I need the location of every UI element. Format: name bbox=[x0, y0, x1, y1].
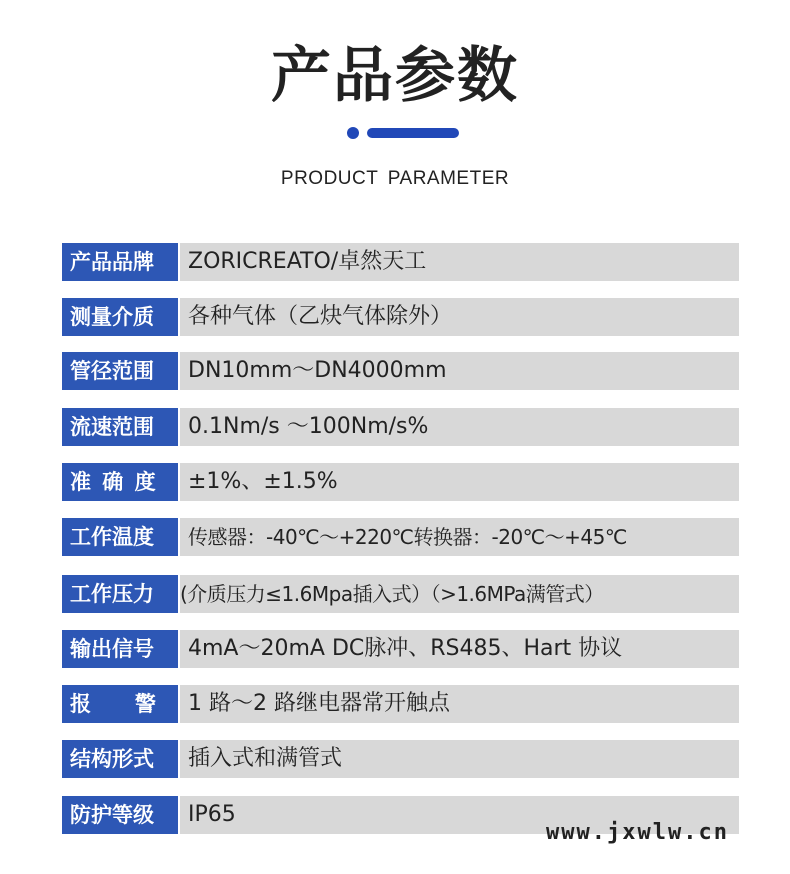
param-label: 流速范围 bbox=[62, 408, 178, 446]
param-value: 传感器：-40℃～+220℃转换器：-20℃～+45℃ bbox=[180, 518, 739, 556]
title-decoration-dot bbox=[347, 127, 359, 139]
param-value: 4mA～20mA DC脉冲、RS485、Hart 协议 bbox=[180, 630, 739, 668]
param-value: 各种气体（乙炔气体除外） bbox=[180, 298, 739, 336]
param-value: DN10mm～DN4000mm bbox=[180, 352, 739, 390]
param-value: (介质压力≤1.6Mpa插入式）（>1.6MPa满管式） bbox=[180, 575, 739, 613]
param-value: IP65 bbox=[180, 796, 739, 834]
param-label: 输出信号 bbox=[62, 630, 178, 668]
page-subtitle: PRODUCT PARAMETER bbox=[280, 168, 510, 189]
param-label: 测量介质 bbox=[62, 298, 178, 336]
param-label: 防护等级 bbox=[62, 796, 178, 834]
watermark: www.jxwlw.cn bbox=[546, 820, 729, 845]
param-value: 0.1Nm/s ～100Nm/s% bbox=[180, 408, 739, 446]
param-label: 产品品牌 bbox=[62, 243, 178, 281]
param-value: ±1%、±1.5% bbox=[180, 463, 739, 501]
param-label: 结构形式 bbox=[62, 740, 178, 778]
param-label: 准 确 度 bbox=[62, 463, 178, 501]
param-value: ZORICREATO/卓然天工 bbox=[180, 243, 739, 281]
title-decoration-bar bbox=[367, 128, 459, 138]
param-label: 报 警 bbox=[62, 685, 178, 723]
param-label: 工作温度 bbox=[62, 518, 178, 556]
param-value: 1 路～2 路继电器常开触点 bbox=[180, 685, 739, 723]
page-title: 产品参数 bbox=[271, 41, 519, 111]
param-label: 工作压力 bbox=[62, 575, 178, 613]
param-label: 管径范围 bbox=[62, 352, 178, 390]
param-value: 插入式和满管式 bbox=[180, 740, 739, 778]
